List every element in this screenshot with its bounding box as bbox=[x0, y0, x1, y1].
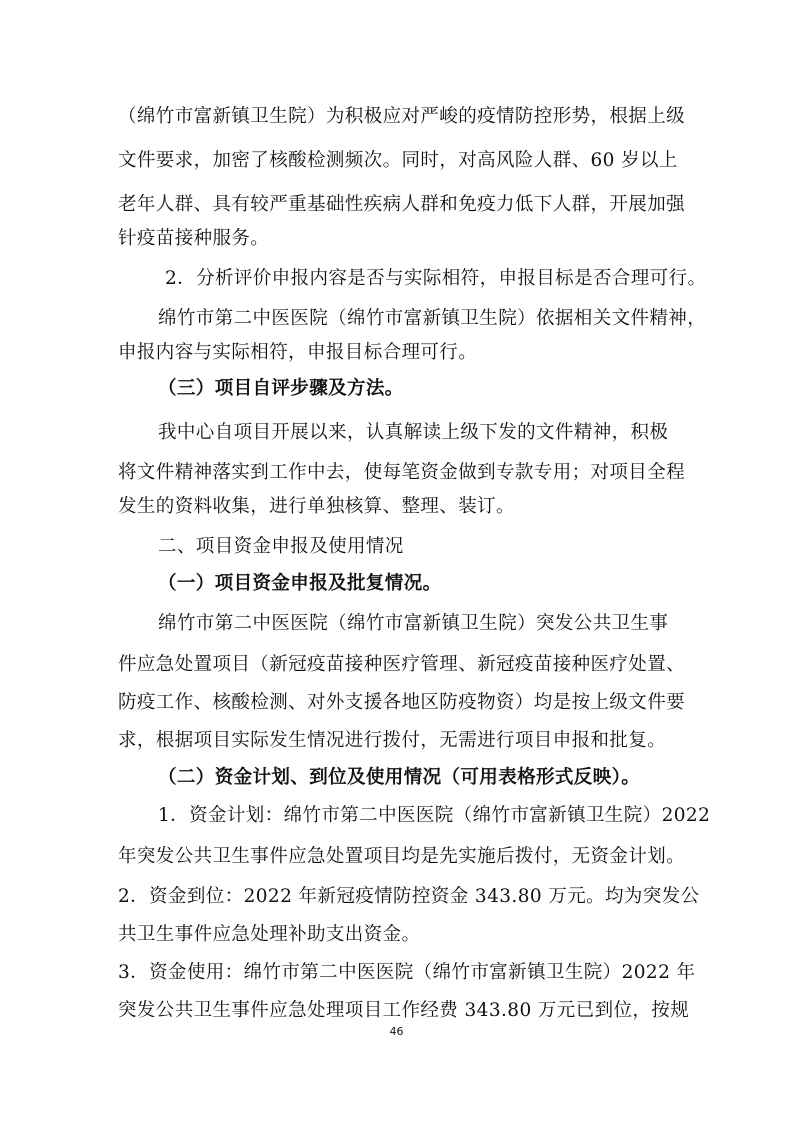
section-heading-2: 二、项目资金申报及使用情况 bbox=[158, 536, 404, 557]
paragraph-line: 我中心自项目开展以来，认真解读上级下发的文件精神，积极 bbox=[158, 422, 669, 443]
paragraph-line: 2．资金到位：2022 年新冠疫情防控资金 343.80 万元。均为突发公 bbox=[118, 886, 700, 907]
paragraph-line: 求，根据项目实际发生情况进行拨付，无需进行项目申报和批复。 bbox=[118, 730, 667, 751]
paragraph-line: 绵竹市第二中医医院（绵竹市富新镇卫生院）突发公共卫生事 bbox=[158, 613, 669, 634]
paragraph-line: 将文件精神落实到工作中去，使每笔资金做到专款专用；对项目全程 bbox=[118, 462, 686, 483]
section-item-2: 2．分析评价申报内容是否与实际相符，申报目标是否合理可行。 bbox=[165, 268, 707, 289]
paragraph-line: 年突发公共卫生事件应急处置项目均是先实施后拨付，无资金计划。 bbox=[118, 846, 686, 867]
paragraph-line: 3．资金使用：绵竹市第二中医医院（绵竹市富新镇卫生院）2022 年 bbox=[118, 962, 696, 983]
paragraph-line: 文件要求，加密了核酸检测频次。同时，对高风险人群、60 岁以上 bbox=[118, 150, 678, 171]
heading-sub-1: （一）项目资金申报及批复情况。 bbox=[158, 573, 442, 594]
paragraph-line: 针疫苗接种服务。 bbox=[118, 228, 270, 249]
heading-step-3: （三）项目自评步骤及方法。 bbox=[158, 378, 404, 399]
paragraph-line: 突发公共卫生事件应急处理项目工作经费 343.80 万元已到位，按规 bbox=[118, 1000, 690, 1021]
paragraph-line: 1．资金计划：绵竹市第二中医医院（绵竹市富新镇卫生院）2022 bbox=[158, 805, 711, 826]
paragraph-line: 老年人群、具有较严重基础性疾病人群和免疫力低下人群，开展加强 bbox=[118, 194, 686, 215]
paragraph-line: 发生的资料收集，进行单独核算、整理、装订。 bbox=[118, 496, 515, 517]
paragraph-line: 共卫生事件应急处理补助支出资金。 bbox=[118, 924, 421, 945]
paragraph-line: 件应急处置项目（新冠疫苗接种医疗管理、新冠疫苗接种医疗处置、 bbox=[118, 654, 686, 675]
page-number: 46 bbox=[389, 1025, 404, 1038]
paragraph-line: 绵竹市第二中医医院（绵竹市富新镇卫生院）依据相关文件精神， bbox=[158, 308, 707, 329]
heading-sub-2: （二）资金计划、到位及使用情况（可用表格形式反映）。 bbox=[158, 767, 641, 788]
paragraph-line: （绵竹市富新镇卫生院）为积极应对严峻的疫情防控形势，根据上级 bbox=[118, 106, 686, 127]
paragraph-line: 防疫工作、核酸检测、对外支援各地区防疫物资）均是按上级文件要 bbox=[118, 692, 686, 713]
paragraph-line: 申报内容与实际相符，申报目标合理可行。 bbox=[118, 342, 478, 363]
